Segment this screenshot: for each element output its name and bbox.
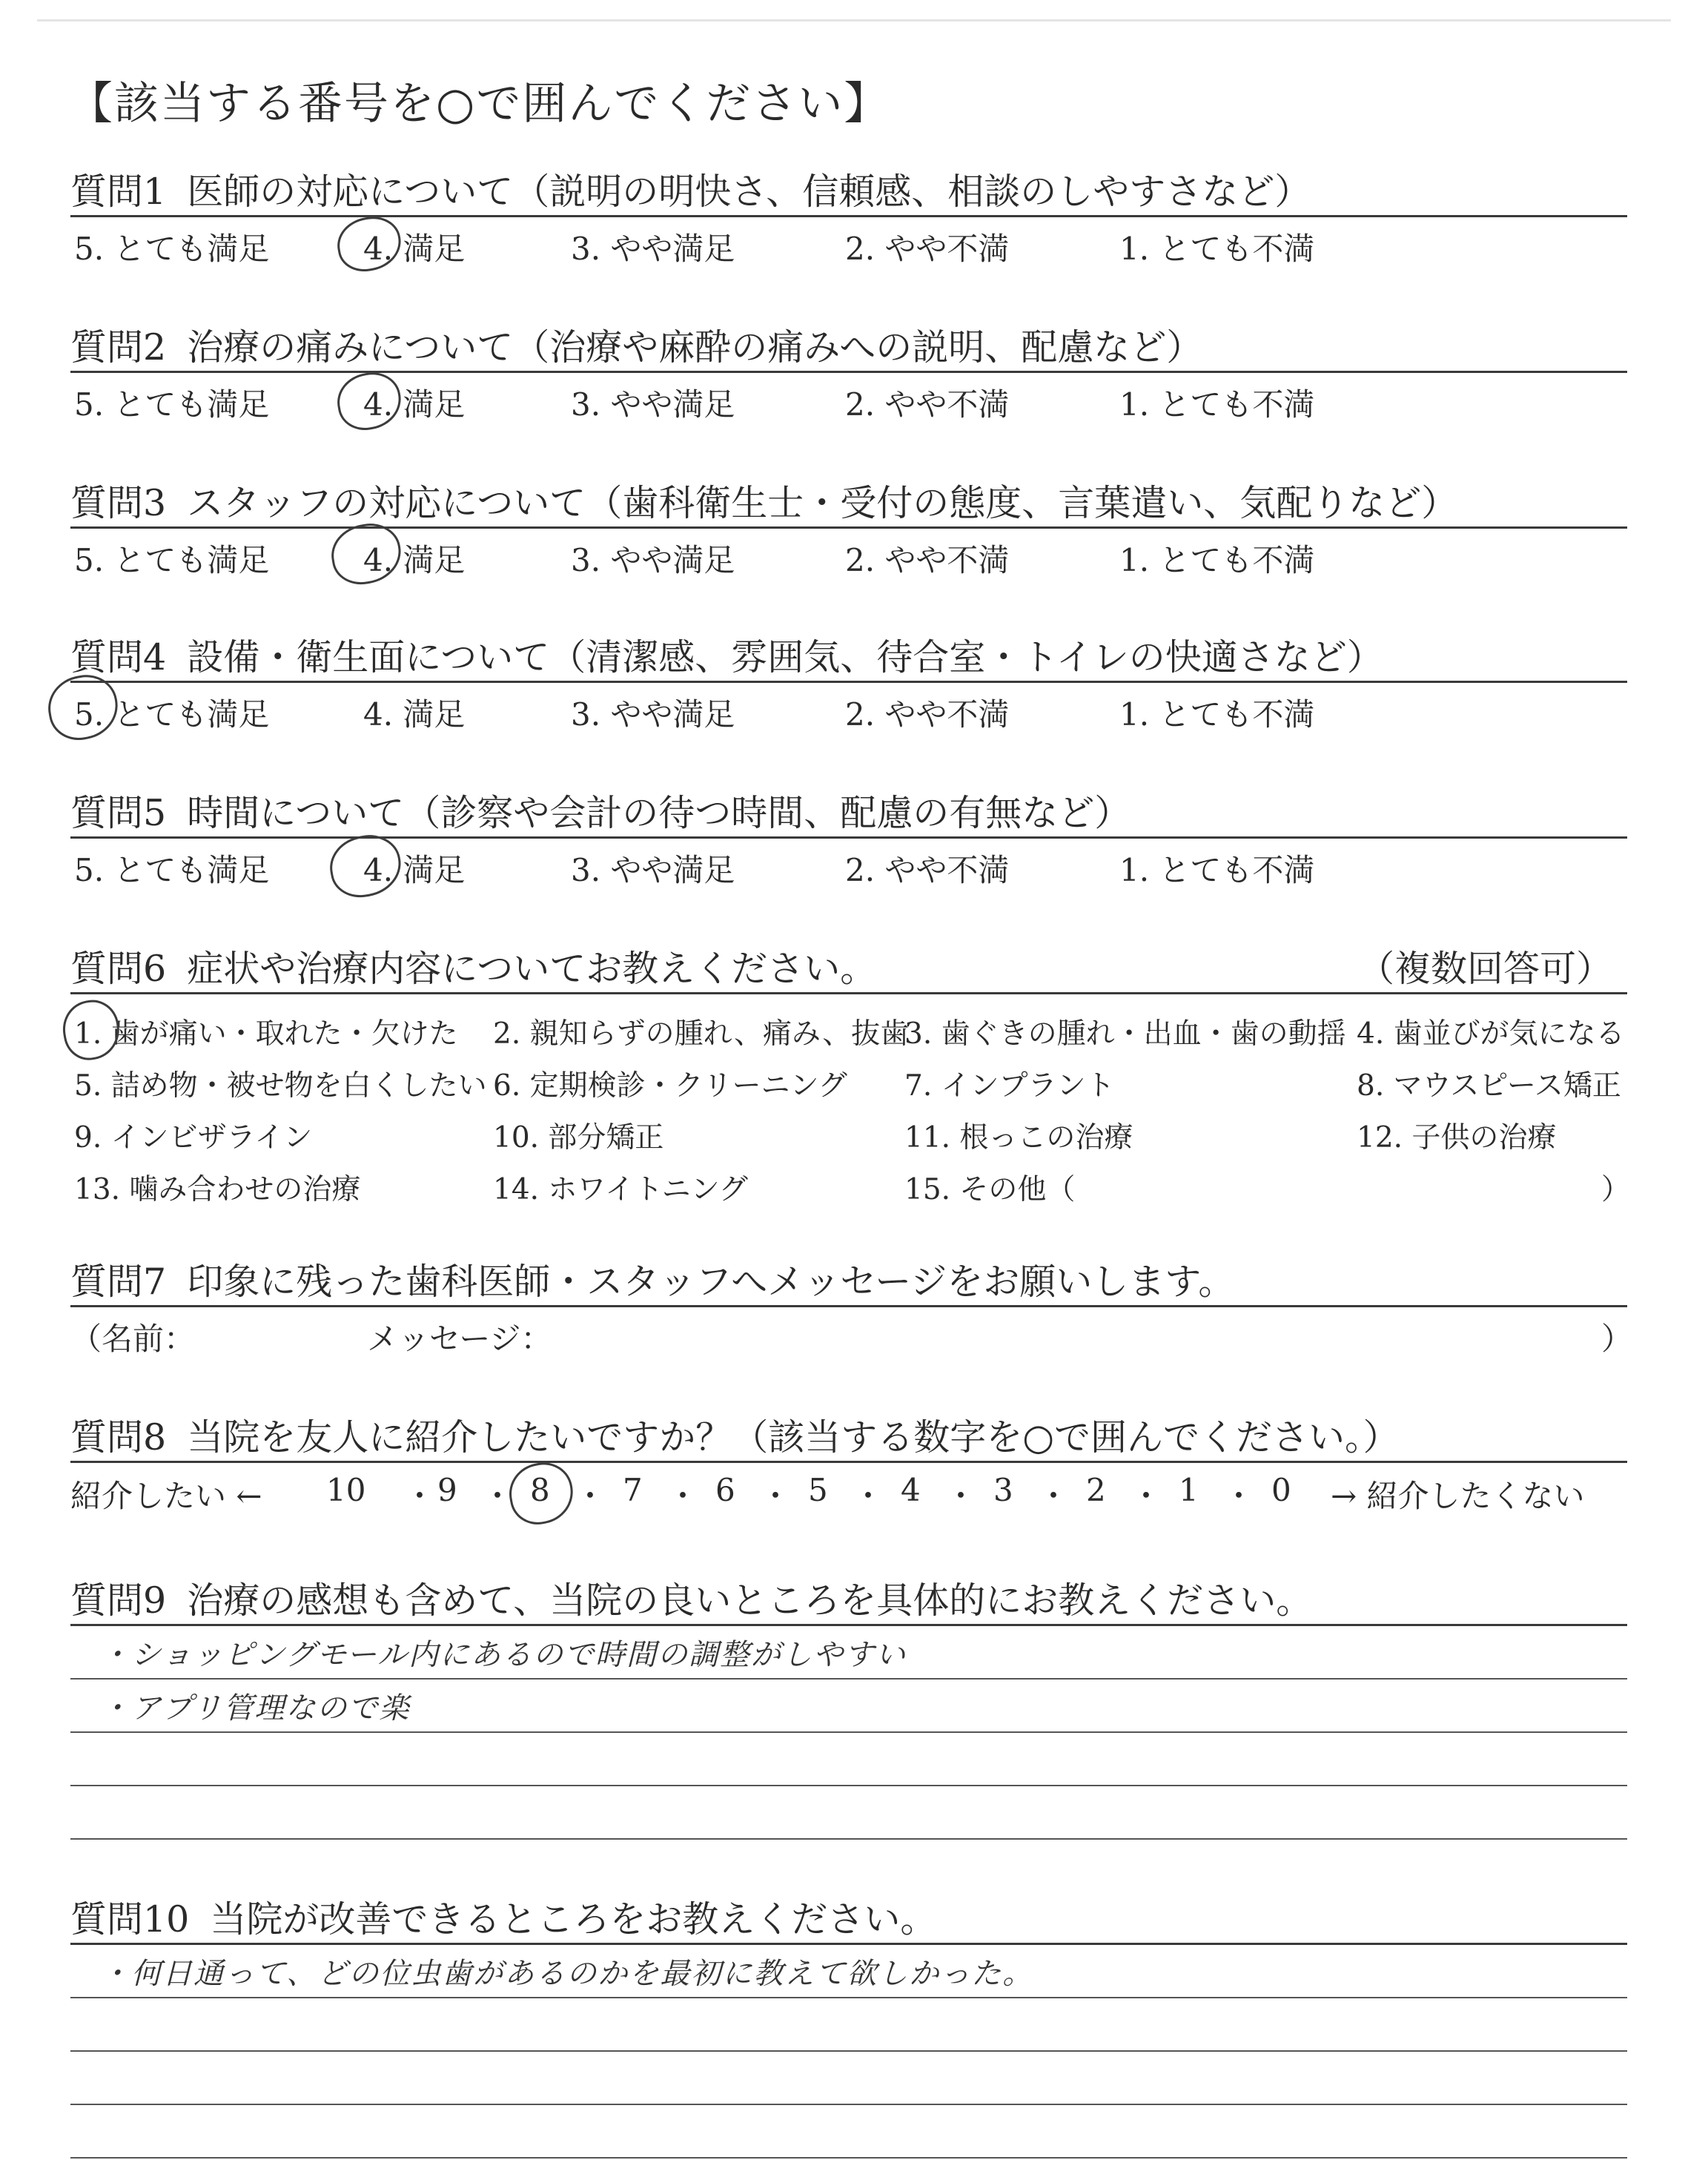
- option-4[interactable]: 4. 満足: [363, 696, 466, 733]
- symptom-option-8[interactable]: 8. マウスピース矯正: [1357, 1069, 1621, 1103]
- question-7: [70, 1253, 1633, 1357]
- question-8: [70, 1409, 1627, 1515]
- question-10-heading: [70, 1891, 1627, 1945]
- option-4[interactable]: 4. 満足: [363, 231, 466, 267]
- symptom-option-3[interactable]: 3. 歯ぐきの腫れ・出血・歯の動揺: [904, 1017, 1346, 1051]
- question-number: 質問2: [70, 326, 167, 369]
- symptom-options: [70, 994, 1631, 1209]
- answer-line[interactable]: [70, 2052, 1627, 2105]
- scale-dot: ・: [1038, 1478, 1070, 1514]
- selection-circle: [325, 830, 406, 902]
- symptom-option-1[interactable]: 1. 歯が痛い・取れた・欠けた: [74, 1017, 458, 1051]
- scale-dot: ・: [1131, 1478, 1162, 1514]
- option-3[interactable]: 3. やや満足: [571, 542, 735, 578]
- option-4[interactable]: 4. 満足: [363, 386, 466, 423]
- question-1-heading: [70, 163, 1627, 217]
- scale-4[interactable]: 4: [901, 1472, 921, 1508]
- answer-line[interactable]: [70, 2105, 1627, 2159]
- question-2-heading: [70, 319, 1627, 373]
- handwritten-answer: ・何日通って、どの位虫歯があるのかを最初に教えて欲しかった。: [100, 1957, 1034, 1991]
- symptom-option-9[interactable]: 9. インビザライン: [74, 1121, 313, 1155]
- scale-1[interactable]: 1: [1179, 1472, 1199, 1508]
- rating-options: [70, 529, 1627, 578]
- option-1[interactable]: 1. とても不満: [1119, 386, 1315, 423]
- symptom-option-4[interactable]: 4. 歯並びが気になる: [1357, 1017, 1625, 1051]
- option-3[interactable]: 3. やや満足: [571, 852, 735, 888]
- symptom-option-15[interactable]: 15. その他（: [904, 1173, 1076, 1206]
- scale-dot: ・: [482, 1478, 514, 1514]
- question-text: 医師の対応について（説明の明快さ、信頼感、相談のしやすさなど）: [187, 171, 1311, 213]
- option-4[interactable]: 4. 満足: [363, 542, 466, 578]
- rating-options: [70, 683, 1627, 732]
- symptom-option-7[interactable]: 7. インプラント: [904, 1069, 1115, 1103]
- message-close-paren: ）: [1601, 1321, 1633, 1357]
- scale-0[interactable]: 0: [1271, 1472, 1291, 1508]
- scale-10[interactable]: 10: [326, 1472, 366, 1508]
- option-2[interactable]: 2. やや不満: [845, 696, 1010, 733]
- other-close-paren: ）: [1601, 1173, 1631, 1206]
- symptom-option-10[interactable]: 10. 部分矯正: [493, 1121, 664, 1155]
- page-top-rule: [37, 19, 1671, 22]
- question-9-heading: [70, 1572, 1627, 1626]
- question-number: 質問8: [70, 1416, 167, 1459]
- question-2: [70, 319, 1627, 422]
- question-number: 質問1: [70, 171, 167, 213]
- option-5[interactable]: 5. とても満足: [74, 542, 270, 578]
- scale-dot: ・: [404, 1478, 436, 1514]
- question-number: 質問10: [70, 1898, 190, 1941]
- message-fields: [70, 1307, 1633, 1357]
- question-text: 症状や治療内容についてお教えください。: [187, 948, 877, 990]
- option-2[interactable]: 2. やや不満: [845, 542, 1010, 578]
- answer-line[interactable]: [70, 1626, 1627, 1680]
- option-5[interactable]: 5. とても満足: [74, 852, 270, 888]
- option-1[interactable]: 1. とても不満: [1119, 542, 1315, 578]
- question-text: 治療の痛みについて（治療や麻酔の痛みへの説明、配慮など）: [187, 326, 1203, 369]
- scale-dot: ・: [760, 1478, 792, 1514]
- option-1[interactable]: 1. とても不満: [1119, 696, 1315, 733]
- answer-line[interactable]: [70, 1786, 1627, 1840]
- multiple-answer-note: （複数回答可）: [1357, 948, 1612, 990]
- handwritten-answer: ・アプリ管理なので楽: [100, 1691, 411, 1725]
- question-text: 当院を友人に紹介したいですか？（該当する数字を○で囲んでください。）: [187, 1416, 1400, 1459]
- question-6-heading: [70, 940, 1627, 994]
- scale-3[interactable]: 3: [993, 1472, 1013, 1508]
- recommend-scale: [70, 1463, 1627, 1515]
- option-1[interactable]: 1. とても不満: [1119, 231, 1315, 267]
- symptom-option-2[interactable]: 2. 親知らずの腫れ、痛み、抜歯: [493, 1017, 910, 1051]
- recommend-right-label: → 紹介したくない: [1331, 1478, 1585, 1514]
- option-5[interactable]: 5. とても満足: [74, 231, 270, 267]
- rating-options: [70, 839, 1627, 888]
- rating-options: [70, 373, 1627, 422]
- handwritten-answer: ・ショッピングモール内にあるので時間の調整がしやすい: [100, 1638, 907, 1672]
- scale-dot: ・: [945, 1478, 977, 1514]
- question-7-heading: [70, 1253, 1627, 1307]
- question-number: 質問5: [70, 792, 167, 834]
- symptom-option-12[interactable]: 12. 子供の治療: [1357, 1121, 1557, 1155]
- page-title: 【該当する番号を○で囲んでください】: [68, 78, 890, 130]
- rating-options: [70, 217, 1627, 266]
- question-5: [70, 785, 1627, 888]
- option-3[interactable]: 3. やや満足: [571, 386, 735, 423]
- scale-dot: ・: [575, 1478, 606, 1514]
- option-1[interactable]: 1. とても不満: [1119, 852, 1315, 888]
- question-number: 質問7: [70, 1261, 167, 1303]
- scale-2[interactable]: 2: [1086, 1472, 1106, 1508]
- option-3[interactable]: 3. やや満足: [571, 696, 735, 733]
- question-text: スタッフの対応について（歯科衛生士・受付の態度、言葉遣い、気配りなど）: [187, 482, 1458, 524]
- question-5-heading: [70, 785, 1627, 839]
- answer-line[interactable]: [70, 1998, 1627, 2052]
- symptom-option-6[interactable]: 6. 定期検診・クリーニング: [493, 1069, 847, 1103]
- symptom-option-14[interactable]: 14. ホワイトニング: [493, 1173, 748, 1206]
- question-6: [70, 940, 1631, 1209]
- scale-dot: ・: [667, 1478, 699, 1514]
- question-text: 印象に残った歯科医師・スタッフへメッセージをお願いします。: [187, 1261, 1235, 1303]
- selection-circle: [505, 1458, 578, 1529]
- selection-circle: [59, 996, 125, 1064]
- scale-6[interactable]: 6: [715, 1472, 735, 1508]
- answer-line[interactable]: [70, 1945, 1627, 1998]
- question-3-heading: [70, 475, 1627, 529]
- question-number: 質問6: [70, 948, 167, 990]
- option-5[interactable]: 5. とても満足: [74, 386, 270, 423]
- question-4-heading: [70, 629, 1627, 683]
- question-text: 設備・衛生面について（清潔感、雰囲気、待合室・トイレの快適さなど）: [187, 636, 1383, 678]
- message-field-label[interactable]: メッセージ：: [367, 1321, 552, 1357]
- question-10: [70, 1891, 1627, 2159]
- name-field-label[interactable]: （名前：: [70, 1321, 196, 1357]
- scale-dot: ・: [1223, 1478, 1255, 1514]
- question-1: [70, 163, 1627, 266]
- answer-line[interactable]: [70, 1733, 1627, 1786]
- symptom-option-13[interactable]: 13. 噛み合わせの治療: [74, 1173, 361, 1206]
- question-3: [70, 475, 1627, 578]
- option-5[interactable]: 5. とても満足: [74, 696, 270, 733]
- symptom-option-5[interactable]: 5. 詰め物・被せ物を白くしたい: [74, 1069, 487, 1103]
- option-2[interactable]: 2. やや不満: [845, 386, 1010, 423]
- answer-line[interactable]: [70, 1680, 1627, 1733]
- question-9: [70, 1572, 1627, 1840]
- question-text: 時間について（診察や会計の待つ時間、配慮の有無など）: [187, 792, 1131, 834]
- scale-8[interactable]: 8: [530, 1472, 550, 1508]
- recommend-left-label: 紹介したい ←: [70, 1478, 262, 1514]
- option-2[interactable]: 2. やや不満: [845, 852, 1010, 888]
- question-number: 質問9: [70, 1579, 167, 1622]
- option-4[interactable]: 4. 満足: [363, 852, 466, 888]
- scale-9[interactable]: 9: [437, 1472, 457, 1508]
- question-text: 当院が改善できるところをお教えください。: [210, 1898, 937, 1941]
- option-2[interactable]: 2. やや不満: [845, 231, 1010, 267]
- symptom-option-11[interactable]: 11. 根っこの治療: [904, 1121, 1133, 1155]
- question-4: [70, 629, 1627, 732]
- option-3[interactable]: 3. やや満足: [571, 231, 735, 267]
- question-8-heading: [70, 1409, 1627, 1463]
- scale-dot: ・: [853, 1478, 884, 1514]
- scale-5[interactable]: 5: [808, 1472, 828, 1508]
- question-number: 質問3: [70, 482, 167, 524]
- question-text: 治療の感想も含めて、当院の良いところを具体的にお教えください。: [187, 1579, 1313, 1622]
- scale-7[interactable]: 7: [623, 1472, 643, 1508]
- question-number: 質問4: [70, 636, 167, 678]
